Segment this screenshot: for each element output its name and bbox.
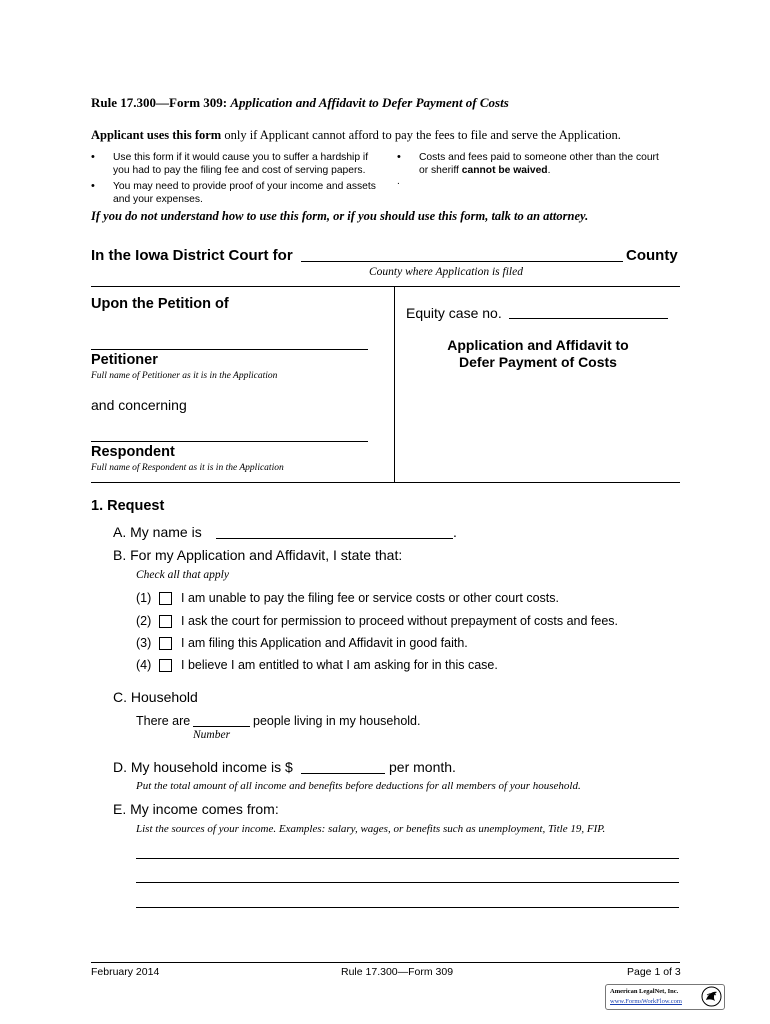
legalnet-stamp (605, 984, 725, 1010)
household-label: C. Household (113, 689, 198, 705)
petitioner-hint: Full name of Petitioner as it is in the Application (91, 371, 278, 381)
caption-top-rule (91, 286, 680, 287)
bullet-text: You may need to provide proof of your income and assets and your expenses. (113, 181, 376, 205)
footer-page: Page 1 of 3 (627, 966, 681, 978)
bullet-left-2 (91, 180, 381, 206)
petitioner-label: Petitioner (91, 352, 158, 368)
document-title-line-1: Application and Affidavit to (447, 337, 629, 353)
intro-text (91, 128, 621, 143)
footer-date: February 2014 (91, 966, 160, 978)
footer-rule (91, 962, 680, 963)
county-label: County (626, 247, 678, 264)
section-request-heading: 1. Request (91, 498, 165, 514)
stamp-url[interactable]: www.FormsWorkFlow.com (610, 998, 682, 1005)
respondent-hint: Full name of Respondent as it is in the Application (91, 463, 284, 473)
item-2-checkbox[interactable] (159, 615, 172, 628)
item-2-num: (2) (136, 614, 152, 628)
item-1-num: (1) (136, 591, 152, 605)
attorney-warning: If you do not understand how to use this form, or if you should use this form, talk to an attorney. (91, 209, 589, 223)
item-2-text: I ask the court for permission to proceed without prepayment of costs and fees. (181, 614, 619, 628)
stray-mark: . (397, 176, 400, 187)
bullet-dot: • (91, 151, 95, 163)
legalnet-logo-icon (701, 986, 722, 1007)
item-4-num: (4) (136, 658, 152, 672)
equity-case-input-line[interactable] (509, 318, 668, 319)
bullet-dot: • (397, 151, 401, 163)
form-title (91, 95, 509, 111)
bullet-text: Costs and fees paid to someone other than the court or sheriff cannot be waived. (419, 152, 659, 176)
item-1-checkbox[interactable] (159, 592, 172, 605)
name-period: . (453, 524, 457, 540)
name-label: A. My name is (113, 524, 202, 540)
household-hint: Number (193, 729, 231, 741)
income-source-line-3[interactable] (136, 907, 679, 908)
county-hint: County where Application is filed (369, 266, 523, 278)
household-count-input-line[interactable] (193, 726, 250, 727)
bullet-text: Use this form if it would cause you to suffer a hardship if you had to pay the filing fee and cost of serving papers. (113, 152, 369, 176)
equity-case-label: Equity case no. (406, 305, 502, 321)
form-title-text: Application and Affidavit to Defer Payment of Costs (230, 95, 509, 110)
cannot-waived-bold: cannot be waived (461, 165, 548, 176)
item-4-text: I believe I am entitled to what I am asking for in this case. (181, 658, 498, 672)
income-source-line-2[interactable] (136, 882, 679, 883)
form-rule: Rule 17.300—Form 309: (91, 95, 228, 110)
bullet-right-1 (397, 151, 667, 177)
household-text-2: people living in my household. (253, 714, 421, 728)
county-input-line[interactable] (301, 261, 623, 262)
income-input-line[interactable] (301, 773, 385, 774)
name-input-line[interactable] (216, 538, 453, 539)
stamp-name: American LegalNet, Inc. (610, 988, 679, 995)
income-sources-label: E. My income comes from: (113, 801, 279, 817)
item-3-checkbox[interactable] (159, 637, 172, 650)
caption-bottom-rule (91, 482, 680, 483)
check-hint: Check all that apply (136, 569, 229, 581)
household-text-1: There are (136, 714, 191, 728)
footer-form: Rule 17.300—Form 309 (341, 966, 454, 978)
item-3-num: (3) (136, 636, 152, 650)
income-label: D. My household income is $ (113, 759, 293, 775)
intro-rest: only if Applicant cannot afford to pay the fees to file and serve the Application. (224, 128, 621, 142)
petitioner-input-line[interactable] (91, 349, 368, 350)
respondent-input-line[interactable] (91, 441, 368, 442)
item-3-text: I am filing this Application and Affidavit in good faith. (181, 636, 468, 650)
income-hint: Put the total amount of all income and benefits before deductions for all members of your household. (136, 780, 581, 792)
statement-label: B. For my Application and Affidavit, I state that: (113, 547, 403, 563)
concerning-label: and concerning (91, 397, 187, 413)
document-title (396, 337, 680, 371)
income-per-month: per month. (389, 759, 456, 775)
bullet-dot: • (91, 180, 95, 192)
intro-bold: Applicant uses this form (91, 128, 222, 142)
item-1-text: I am unable to pay the filing fee or service costs or other court costs. (181, 591, 559, 605)
income-sources-hint: List the sources of your income. Examples: salary, wages, or benefits such as unemployment, Title 19, FIP. (136, 823, 606, 835)
item-4-checkbox[interactable] (159, 659, 172, 672)
bullet-left-1 (91, 151, 381, 177)
upon-petition-label: Upon the Petition of (91, 296, 229, 312)
respondent-label: Respondent (91, 444, 175, 460)
caption-divider (394, 286, 395, 482)
income-source-line-1[interactable] (136, 858, 679, 859)
court-label: In the Iowa District Court for (91, 247, 293, 264)
document-title-line-2: Defer Payment of Costs (459, 354, 617, 370)
